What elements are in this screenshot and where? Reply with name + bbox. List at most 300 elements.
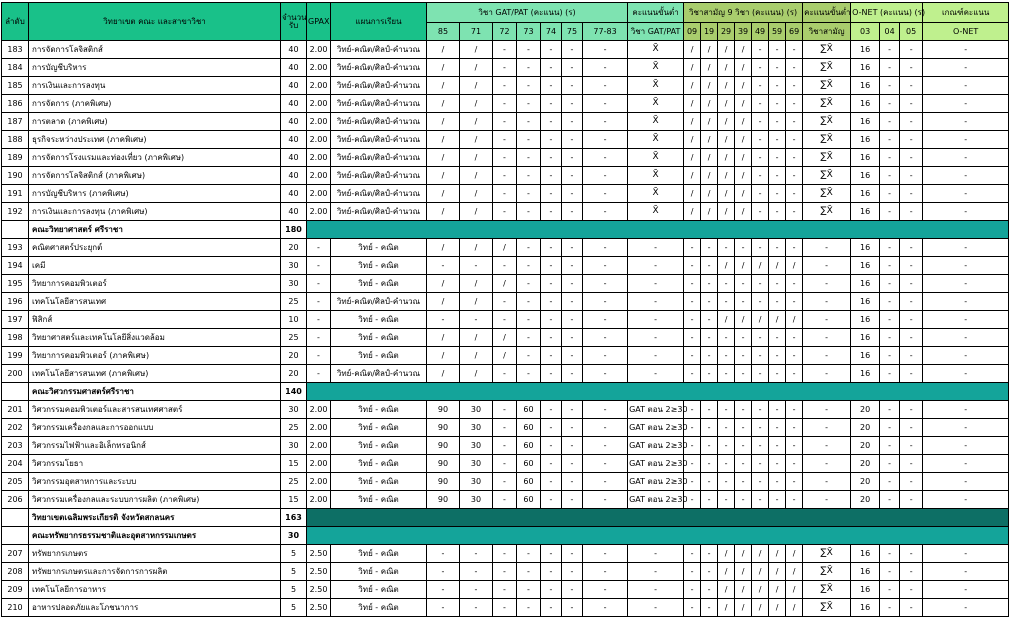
cell-nine-subject: - xyxy=(752,437,769,455)
cell-onet-score: - xyxy=(900,365,923,383)
section-blank-cell xyxy=(2,527,29,545)
cell-nine-subject: - xyxy=(786,365,803,383)
cell-gat-score: - xyxy=(562,59,583,77)
header-onet-crit: เกณฑ์คะแนน xyxy=(923,3,1009,23)
cell-seats: 15 xyxy=(281,455,307,473)
cell-gpax: 2.00 xyxy=(307,167,331,185)
cell-program-name: อาหารปลอดภัยและโภชนาการ xyxy=(29,599,281,617)
cell-nine-subject: - xyxy=(718,347,735,365)
cell-plan: วิทย์ - คณิต xyxy=(331,239,427,257)
cell-gat-score: - xyxy=(541,203,562,221)
cell-onet-criteria: - xyxy=(923,203,1009,221)
cell-seats: 25 xyxy=(281,419,307,437)
cell-onet-criteria: - xyxy=(923,599,1009,617)
section-blank-cell xyxy=(2,509,29,527)
cell-seq: 187 xyxy=(2,113,29,131)
cell-onet-criteria: - xyxy=(923,365,1009,383)
cell-gat-score: - xyxy=(517,275,541,293)
cell-seq: 202 xyxy=(2,419,29,437)
cell-nine-subject: - xyxy=(786,293,803,311)
cell-onet-score: - xyxy=(900,131,923,149)
cell-plan: วิทย์ - คณิต xyxy=(331,419,427,437)
cell-gpax: 2.00 xyxy=(307,185,331,203)
cell-gat-score: / xyxy=(460,113,493,131)
cell-gat-min: GAT ตอน 2≥30 xyxy=(628,437,684,455)
header-nine-col: 29 xyxy=(718,23,735,41)
cell-gat-score: / xyxy=(427,167,460,185)
cell-gat-score: - xyxy=(562,473,583,491)
cell-seats: 5 xyxy=(281,545,307,563)
cell-gat-min: - xyxy=(628,599,684,617)
cell-plan: วิทย์-คณิต/ศิลป์-คำนวณ xyxy=(331,293,427,311)
cell-nine-subject: / xyxy=(735,599,752,617)
cell-gat-score: - xyxy=(493,455,517,473)
table-row xyxy=(2,563,1009,581)
cell-nine-subject: / xyxy=(701,167,718,185)
cell-nine-subject: - xyxy=(718,419,735,437)
cell-nine-subject: / xyxy=(684,185,701,203)
cell-nine-subject: / xyxy=(718,257,735,275)
cell-nine-subject: - xyxy=(684,473,701,491)
cell-gat-score: - xyxy=(541,581,562,599)
table-row xyxy=(2,329,1009,347)
cell-nine-min: ∑X̄ xyxy=(803,95,851,113)
cell-nine-subject: - xyxy=(769,293,786,311)
cell-nine-subject: - xyxy=(701,275,718,293)
cell-onet-score: - xyxy=(900,545,923,563)
cell-gat-score: / xyxy=(427,149,460,167)
cell-nine-subject: - xyxy=(718,293,735,311)
cell-plan: วิทย์-คณิต/ศิลป์-คำนวณ xyxy=(331,77,427,95)
cell-gat-score: - xyxy=(541,419,562,437)
header-onet-crit-sub: O-NET xyxy=(923,23,1009,41)
cell-nine-subject: / xyxy=(752,599,769,617)
cell-onet-criteria: - xyxy=(923,455,1009,473)
cell-nine-subject: / xyxy=(684,149,701,167)
cell-nine-min: - xyxy=(803,401,851,419)
cell-gat-score: - xyxy=(583,257,628,275)
cell-gat-score: - xyxy=(517,347,541,365)
cell-plan: วิทย์-คณิต/ศิลป์-คำนวณ xyxy=(331,185,427,203)
cell-gat-score: - xyxy=(541,95,562,113)
cell-nine-subject: - xyxy=(701,311,718,329)
cell-nine-subject: - xyxy=(684,581,701,599)
cell-nine-subject: - xyxy=(769,455,786,473)
cell-nine-subject: - xyxy=(769,185,786,203)
cell-nine-subject: - xyxy=(752,203,769,221)
cell-onet-criteria: - xyxy=(923,563,1009,581)
cell-nine-subject: - xyxy=(718,455,735,473)
cell-nine-subject: / xyxy=(786,311,803,329)
section-title: คณะวิศวกรรมศาสตร์ศรีราชา xyxy=(29,383,281,401)
cell-nine-subject: - xyxy=(735,275,752,293)
cell-gpax: - xyxy=(307,365,331,383)
cell-gat-score: - xyxy=(583,563,628,581)
cell-nine-subject: / xyxy=(786,599,803,617)
cell-nine-subject: / xyxy=(718,581,735,599)
cell-gat-score: - xyxy=(493,563,517,581)
cell-gat-score: - xyxy=(517,311,541,329)
cell-nine-subject: - xyxy=(786,185,803,203)
cell-gat-score: / xyxy=(427,131,460,149)
cell-nine-subject: - xyxy=(786,113,803,131)
cell-nine-subject: - xyxy=(769,239,786,257)
cell-nine-subject: / xyxy=(786,581,803,599)
cell-plan: วิทย์ - คณิต xyxy=(331,545,427,563)
cell-onet-criteria: - xyxy=(923,581,1009,599)
cell-seq: 197 xyxy=(2,311,29,329)
cell-onet-score: - xyxy=(880,329,900,347)
cell-gat-score: - xyxy=(517,203,541,221)
cell-nine-subject: - xyxy=(769,329,786,347)
cell-seq: 195 xyxy=(2,275,29,293)
cell-onet-score: - xyxy=(900,473,923,491)
cell-nine-subject: / xyxy=(735,95,752,113)
cell-onet-score: - xyxy=(880,347,900,365)
cell-onet-score: - xyxy=(880,581,900,599)
cell-nine-subject: - xyxy=(701,599,718,617)
cell-gpax: 2.00 xyxy=(307,41,331,59)
cell-nine-min: ∑X̄ xyxy=(803,113,851,131)
cell-onet-score: - xyxy=(900,581,923,599)
cell-plan: วิทย์ - คณิต xyxy=(331,329,427,347)
cell-nine-subject: - xyxy=(769,167,786,185)
cell-gpax: 2.00 xyxy=(307,491,331,509)
cell-gat-score: - xyxy=(562,437,583,455)
cell-gat-score: - xyxy=(583,329,628,347)
cell-seats: 5 xyxy=(281,581,307,599)
table-row xyxy=(2,239,1009,257)
cell-nine-subject: - xyxy=(752,77,769,95)
cell-onet-criteria: - xyxy=(923,491,1009,509)
cell-nine-subject: - xyxy=(701,419,718,437)
cell-gat-score: - xyxy=(583,203,628,221)
cell-onet-score: 16 xyxy=(851,329,880,347)
cell-nine-subject: / xyxy=(769,581,786,599)
cell-gat-score: - xyxy=(583,311,628,329)
cell-seq: 208 xyxy=(2,563,29,581)
cell-seats: 5 xyxy=(281,599,307,617)
cell-gat-min: X̄ xyxy=(628,149,684,167)
cell-nine-subject: - xyxy=(786,95,803,113)
cell-nine-subject: / xyxy=(735,149,752,167)
cell-nine-subject: - xyxy=(752,95,769,113)
cell-nine-subject: / xyxy=(735,41,752,59)
header-gat-col: 85 xyxy=(427,23,460,41)
cell-gat-score: - xyxy=(493,203,517,221)
cell-onet-score: 16 xyxy=(851,113,880,131)
section-row xyxy=(2,383,1009,401)
cell-onet-criteria: - xyxy=(923,77,1009,95)
cell-seq: 203 xyxy=(2,437,29,455)
cell-seats: 40 xyxy=(281,77,307,95)
section-fill-bar xyxy=(307,527,1009,545)
table-row xyxy=(2,149,1009,167)
cell-seq: 196 xyxy=(2,293,29,311)
cell-onet-criteria: - xyxy=(923,419,1009,437)
cell-nine-subject: / xyxy=(735,131,752,149)
cell-gat-score: 30 xyxy=(460,401,493,419)
cell-nine-min: - xyxy=(803,239,851,257)
cell-gat-score: 90 xyxy=(427,419,460,437)
cell-gat-score: / xyxy=(427,185,460,203)
table-row xyxy=(2,257,1009,275)
table-row xyxy=(2,95,1009,113)
cell-plan: วิทย์ - คณิต xyxy=(331,437,427,455)
cell-nine-min: ∑X̄ xyxy=(803,563,851,581)
header-gat-col: 73 xyxy=(517,23,541,41)
cell-gat-score: / xyxy=(427,77,460,95)
header-seq: ลำดับ xyxy=(2,3,29,41)
cell-onet-score: 20 xyxy=(851,401,880,419)
cell-nine-subject: - xyxy=(684,491,701,509)
cell-onet-score: - xyxy=(880,599,900,617)
cell-seats: 25 xyxy=(281,329,307,347)
cell-plan: วิทย์-คณิต/ศิลป์-คำนวณ xyxy=(331,167,427,185)
cell-nine-min: - xyxy=(803,293,851,311)
cell-gat-score: - xyxy=(427,545,460,563)
cell-gat-score: / xyxy=(460,185,493,203)
cell-nine-subject: - xyxy=(786,203,803,221)
cell-nine-subject: / xyxy=(718,563,735,581)
cell-gat-score: - xyxy=(562,329,583,347)
cell-nine-subject: - xyxy=(684,347,701,365)
cell-onet-score: 16 xyxy=(851,581,880,599)
cell-nine-subject: - xyxy=(769,113,786,131)
cell-nine-subject: / xyxy=(718,77,735,95)
cell-gat-score: 30 xyxy=(460,437,493,455)
cell-gat-score: - xyxy=(562,203,583,221)
cell-gat-score: - xyxy=(562,41,583,59)
cell-nine-subject: - xyxy=(786,239,803,257)
cell-gat-score: - xyxy=(541,293,562,311)
cell-gat-score: / xyxy=(460,293,493,311)
cell-gat-min: - xyxy=(628,329,684,347)
cell-gat-score: / xyxy=(460,275,493,293)
cell-gat-score: - xyxy=(427,311,460,329)
cell-gat-score: - xyxy=(583,113,628,131)
cell-gat-min: GAT ตอน 2≥30 xyxy=(628,401,684,419)
cell-gat-score: - xyxy=(583,545,628,563)
cell-gpax: 2.00 xyxy=(307,59,331,77)
cell-onet-score: - xyxy=(880,239,900,257)
header-nine-group: วิชาสามัญ 9 วิชา (คะแนน) (ร) xyxy=(684,3,803,23)
cell-program-name: ธุรกิจระหว่างประเทศ (ภาคพิเศษ) xyxy=(29,131,281,149)
cell-nine-subject: - xyxy=(752,275,769,293)
cell-gat-score: / xyxy=(460,95,493,113)
cell-gat-score: / xyxy=(460,329,493,347)
cell-nine-subject: - xyxy=(735,419,752,437)
cell-program-name: การเงินและการลงทุน xyxy=(29,77,281,95)
cell-gat-score: - xyxy=(517,131,541,149)
cell-nine-subject: / xyxy=(701,95,718,113)
cell-onet-criteria: - xyxy=(923,329,1009,347)
cell-nine-subject: - xyxy=(718,491,735,509)
cell-seq: 193 xyxy=(2,239,29,257)
cell-onet-score: - xyxy=(900,401,923,419)
cell-program-name: การบัญชีบริหาร (ภาคพิเศษ) xyxy=(29,185,281,203)
cell-onet-criteria: - xyxy=(923,41,1009,59)
cell-gat-score: 90 xyxy=(427,437,460,455)
cell-onet-score: - xyxy=(880,77,900,95)
cell-nine-subject: - xyxy=(752,365,769,383)
cell-program-name: วิศวกรรมไฟฟ้าและอิเล็กทรอนิกส์ xyxy=(29,437,281,455)
cell-gat-score: - xyxy=(493,113,517,131)
cell-seq: 210 xyxy=(2,599,29,617)
cell-gat-score: 30 xyxy=(460,419,493,437)
header-gat-col: 75 xyxy=(562,23,583,41)
cell-gpax: 2.00 xyxy=(307,77,331,95)
header-seats: จำนวนรับ xyxy=(281,3,307,41)
cell-gat-score: / xyxy=(493,275,517,293)
cell-nine-subject: - xyxy=(752,113,769,131)
cell-onet-score: - xyxy=(900,167,923,185)
section-row xyxy=(2,221,1009,239)
cell-gat-score: - xyxy=(583,581,628,599)
cell-onet-score: - xyxy=(900,239,923,257)
cell-nine-subject: / xyxy=(718,41,735,59)
cell-nine-min: - xyxy=(803,419,851,437)
cell-onet-score: - xyxy=(900,311,923,329)
cell-gat-min: - xyxy=(628,239,684,257)
cell-nine-subject: - xyxy=(786,455,803,473)
cell-gpax: 2.00 xyxy=(307,401,331,419)
cell-seats: 40 xyxy=(281,113,307,131)
cell-plan: วิทย์ - คณิต xyxy=(331,473,427,491)
cell-nine-subject: - xyxy=(752,149,769,167)
cell-plan: วิทย์ - คณิต xyxy=(331,455,427,473)
cell-nine-min: ∑X̄ xyxy=(803,581,851,599)
cell-gat-score: 60 xyxy=(517,473,541,491)
cell-gat-score: - xyxy=(541,401,562,419)
cell-nine-subject: - xyxy=(786,437,803,455)
cell-gat-score: - xyxy=(493,437,517,455)
table-row xyxy=(2,347,1009,365)
cell-nine-min: - xyxy=(803,437,851,455)
cell-gat-score: - xyxy=(493,293,517,311)
cell-nine-subject: / xyxy=(769,545,786,563)
table-row xyxy=(2,113,1009,131)
cell-gat-score: - xyxy=(427,599,460,617)
cell-onet-score: - xyxy=(880,257,900,275)
cell-nine-subject: - xyxy=(735,239,752,257)
cell-onet-score: 16 xyxy=(851,95,880,113)
cell-gat-score: / xyxy=(493,329,517,347)
cell-gat-score: - xyxy=(541,347,562,365)
cell-onet-score: - xyxy=(880,293,900,311)
header-gat-group: วิชา GAT/PAT (คะแนน) (ร) xyxy=(427,3,628,23)
cell-onet-score: - xyxy=(900,347,923,365)
cell-gat-min: - xyxy=(628,365,684,383)
cell-nine-subject: / xyxy=(786,257,803,275)
header-onet-group: O-NET (คะแนน) (ร) xyxy=(851,3,923,23)
cell-gat-score: - xyxy=(583,437,628,455)
cell-gat-score: 90 xyxy=(427,455,460,473)
cell-seats: 20 xyxy=(281,365,307,383)
table-row xyxy=(2,473,1009,491)
cell-plan: วิทย์ - คณิต xyxy=(331,401,427,419)
section-seats: 30 xyxy=(281,527,307,545)
cell-gat-score: - xyxy=(541,59,562,77)
cell-gat-min: - xyxy=(628,257,684,275)
cell-gat-score: - xyxy=(517,293,541,311)
cell-onet-score: 16 xyxy=(851,275,880,293)
cell-seq: 200 xyxy=(2,365,29,383)
cell-nine-subject: - xyxy=(752,347,769,365)
cell-gat-score: - xyxy=(583,275,628,293)
cell-gat-score: - xyxy=(427,257,460,275)
cell-gat-score: / xyxy=(460,365,493,383)
cell-gat-score: / xyxy=(493,239,517,257)
cell-gat-score: - xyxy=(427,581,460,599)
cell-gat-score: - xyxy=(517,113,541,131)
cell-seats: 30 xyxy=(281,437,307,455)
cell-nine-subject: / xyxy=(769,563,786,581)
cell-gat-score: - xyxy=(517,599,541,617)
cell-nine-subject: / xyxy=(752,545,769,563)
cell-gat-min: X̄ xyxy=(628,95,684,113)
cell-gat-min: X̄ xyxy=(628,203,684,221)
cell-nine-subject: - xyxy=(786,419,803,437)
cell-gat-score: - xyxy=(493,167,517,185)
cell-nine-subject: / xyxy=(752,311,769,329)
cell-onet-score: - xyxy=(900,329,923,347)
cell-gat-score: / xyxy=(460,149,493,167)
cell-program-name: วิศวกรรมอุตสาหการและระบบ xyxy=(29,473,281,491)
cell-gpax: 2.00 xyxy=(307,473,331,491)
cell-seats: 40 xyxy=(281,95,307,113)
cell-gat-score: - xyxy=(562,401,583,419)
cell-nine-subject: / xyxy=(752,257,769,275)
cell-nine-subject: - xyxy=(735,365,752,383)
cell-nine-subject: / xyxy=(752,563,769,581)
cell-nine-subject: - xyxy=(786,167,803,185)
cell-gpax: - xyxy=(307,239,331,257)
cell-gat-score: - xyxy=(517,95,541,113)
cell-nine-subject: - xyxy=(769,401,786,419)
cell-nine-subject: - xyxy=(752,293,769,311)
cell-gat-score: - xyxy=(541,257,562,275)
cell-program-name: เทคโนโลยีสารสนเทศ xyxy=(29,293,281,311)
cell-onet-criteria: - xyxy=(923,95,1009,113)
cell-program-name: เคมี xyxy=(29,257,281,275)
cell-onet-score: - xyxy=(900,275,923,293)
cell-onet-score: - xyxy=(900,599,923,617)
cell-gat-min: - xyxy=(628,563,684,581)
cell-gat-score: - xyxy=(562,167,583,185)
cell-nine-subject: - xyxy=(752,167,769,185)
cell-onet-score: 16 xyxy=(851,131,880,149)
cell-gat-score: - xyxy=(517,257,541,275)
cell-nine-subject: - xyxy=(701,473,718,491)
cell-nine-subject: / xyxy=(718,113,735,131)
cell-onet-score: - xyxy=(880,563,900,581)
cell-onet-score: - xyxy=(880,473,900,491)
cell-seats: 20 xyxy=(281,239,307,257)
cell-program-name: วิศวกรรมโยธา xyxy=(29,455,281,473)
cell-seats: 40 xyxy=(281,59,307,77)
cell-nine-subject: - xyxy=(769,95,786,113)
cell-nine-subject: / xyxy=(701,59,718,77)
cell-gat-min: X̄ xyxy=(628,59,684,77)
cell-onet-score: - xyxy=(880,185,900,203)
cell-onet-score: - xyxy=(880,545,900,563)
cell-gat-score: - xyxy=(562,77,583,95)
cell-gpax: 2.00 xyxy=(307,455,331,473)
header-plan: แผนการเรียน xyxy=(331,3,427,41)
cell-nine-subject: / xyxy=(684,95,701,113)
cell-onet-score: - xyxy=(900,563,923,581)
